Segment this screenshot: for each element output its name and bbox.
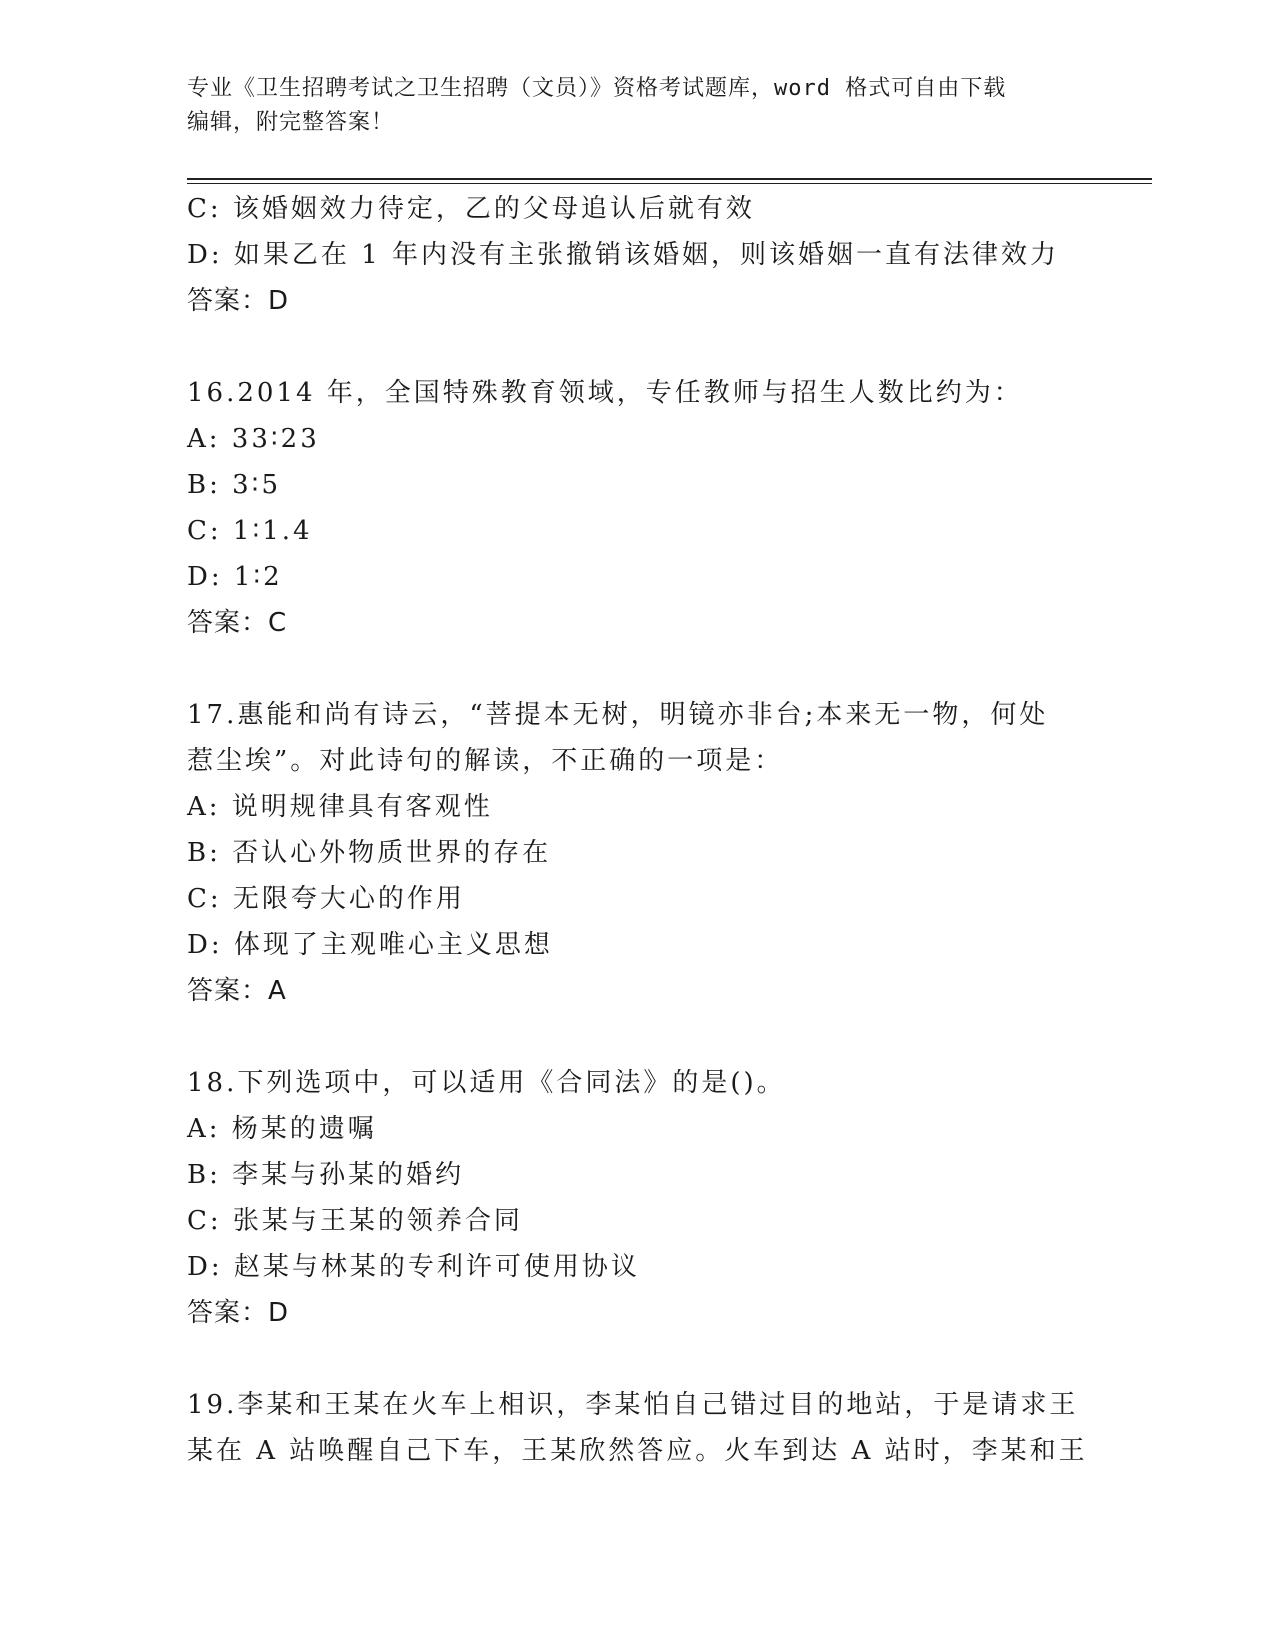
question-18 (187, 1060, 1087, 1336)
question-19 (187, 1382, 1087, 1474)
spacer (187, 324, 1087, 370)
option-c: C: 无限夸大心的作用 (187, 884, 465, 914)
option-a: A: 33∶23 (187, 424, 320, 454)
option-b: B: 3∶5 (187, 470, 281, 500)
question-text: 16.2014 年，全国特殊教育领域，专任教师与招生人数比约为： (187, 378, 1023, 408)
question-16 (187, 370, 1087, 646)
option-d: D: 赵某与林某的专利许可使用协议 (187, 1252, 640, 1282)
question-text-line-1: 17.惠能和尚有诗云，“菩提本无树，明镜亦非台;本来无一物，何处 (187, 700, 1049, 730)
option-c: C: 张某与王某的领养合同 (187, 1206, 523, 1236)
question-text: 18.下列选项中，可以适用《合同法》的是()。 (187, 1068, 786, 1098)
option-d: D: 如果乙在 1 年内没有主张撤销该婚姻，则该婚姻一直有法律效力 (187, 240, 1059, 270)
question-text-line-1: 19.李某和王某在火车上相识，李某怕自己错过目的地站，于是请求王 (187, 1390, 1079, 1420)
question-15 (187, 186, 1087, 324)
answer: 答案：A (187, 976, 287, 1006)
header-divider (187, 178, 1152, 184)
header-line-1: 专业《卫生招聘考试之卫生招聘（文员）》资格考试题库，word 格式可自由下载 (187, 76, 1007, 101)
option-d: D: 体现了主观唯心主义思想 (187, 930, 553, 960)
option-b: B: 否认心外物质世界的存在 (187, 838, 552, 868)
option-a: A: 杨某的遗嘱 (187, 1114, 377, 1144)
option-c: C: 1∶1.4 (187, 516, 313, 546)
header-line-2: 编辑，附完整答案！ (187, 110, 395, 135)
option-a: A: 说明规律具有客观性 (187, 792, 493, 822)
option-c: C: 该婚姻效力待定，乙的父母追认后就有效 (187, 194, 755, 224)
document-header (187, 72, 1067, 140)
question-text-line-2: 某在 A 站唤醒自己下车，王某欣然答应。火车到达 A 站时，李某和王 (187, 1436, 1088, 1466)
answer: 答案：D (187, 1298, 290, 1328)
spacer (187, 1014, 1087, 1060)
question-17 (187, 692, 1087, 1014)
question-list (187, 186, 1087, 1474)
option-b: B: 李某与孙某的婚约 (187, 1160, 465, 1190)
answer: 答案：D (187, 286, 290, 316)
question-text-line-2: 惹尘埃”。对此诗句的解读，不正确的一项是： (187, 746, 784, 776)
answer: 答案：C (187, 608, 288, 638)
spacer (187, 646, 1087, 692)
spacer (187, 1336, 1087, 1382)
option-d: D: 1∶2 (187, 562, 283, 592)
